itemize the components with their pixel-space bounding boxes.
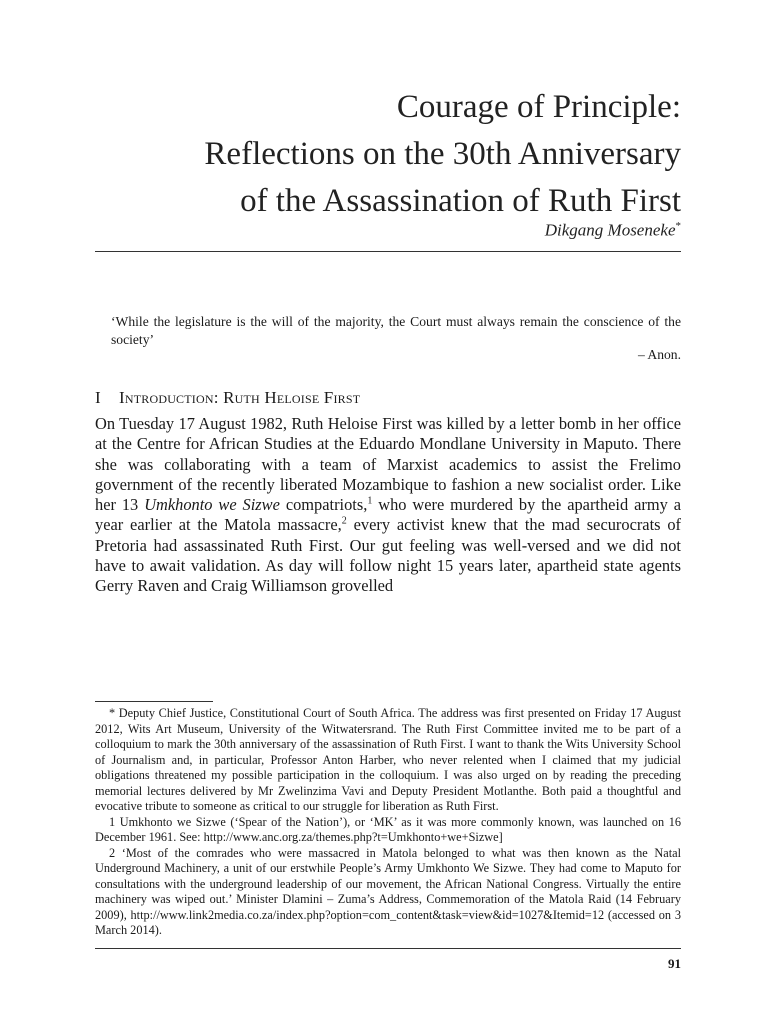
section-number: I <box>95 388 101 407</box>
footnote-ref-1[interactable]: 1 <box>367 495 373 507</box>
title-line-1: Courage of Principle: <box>396 89 681 125</box>
author-byline <box>545 220 681 241</box>
footnote-1: 1 Umkhonto we Sizwe (‘Spear of the Nation’), or ‘MK’ as it was more commonly known, was launched on 16 December 1961. See: http://www.anc.org.za/themes.php?t=Umkhonto+we+Sizwe] <box>95 814 681 844</box>
section-title: Introduction: Ruth Heloise First <box>119 388 361 407</box>
footnotes <box>95 706 681 939</box>
body-text-part-3: who were murdered by the apartheid army a year earlier at the Matola massacre, <box>95 495 681 535</box>
author-footnote-mark: * <box>675 220 681 232</box>
footnote-author: * Deputy Chief Justice, Constitutional Court of South Africa. The address was first presented on Friday 17 August 2012, Wits Art Museum, University of the Witwatersrand. The Ruth First Committee invited me to be part of a colloquium to mark the 30th anniversary of the assassination of Ruth First. I want to thank the Wits University School of Journalism and, in particular, Professor Anton Harber, who never relented when I claimed that my judicial obligations threatened my possible participation in the colloquium. I was also urged on by reading the preceding memorial lectures delivered by Mr Zwelinzima Vavi and Deputy President Motlanthe. Both paid a thoughtful and evocative tribute to someone as critical to our struggle for liberation as Ruth First. <box>95 706 681 813</box>
epigraph-quote: ‘While the legislature is the will of the majority, the Court must always remain the conscience of the society’ <box>111 314 681 347</box>
body-italic-term: Umkhonto we Sizwe <box>144 495 280 515</box>
page-number: 91 <box>668 956 681 971</box>
footnote-ref-2[interactable]: 2 <box>341 516 347 528</box>
title-divider <box>95 251 681 252</box>
title-line-3: of the Assassination of Ruth First <box>240 183 681 219</box>
body-text-part-1: On Tuesday 17 August 1982, Ruth Heloise First was killed by a letter bomb in her office at the Centre for African Studies at the Eduardo Mondlane University in Maputo. There she was collaborating with a team of Marxist academics to assist the Frelimo government of the recently liberated Mozambique to fashion a new socialist order. Like her 13 <box>95 414 681 515</box>
footer-divider <box>95 948 681 949</box>
document-page <box>95 0 681 1024</box>
title-line-2: Reflections on the 30th Anniversary <box>204 136 681 172</box>
body-text-part-4: every activist knew that the mad securocrats of Pretoria had assassinated Ruth First. Our gut feeling was well-versed and we did not have to await validation. As day will follow night 15 years later, apartheid state agents Gerry Raven and Craig Williamson grovelled <box>95 515 682 596</box>
article-title <box>95 84 681 225</box>
footnote-divider <box>95 701 213 702</box>
epigraph-attribution: – Anon. <box>637 347 681 362</box>
body-text-part-2: compatriots, <box>279 495 368 515</box>
body-paragraph <box>95 414 681 597</box>
footnote-2: 2 ‘Most of the comrades who were massacred in Matola belonged to what was then known as the Natal Underground Machinery, a unit of our erstwhile People’s Army Umkhonto We Sizwe. They had come to Maputo for consultations with the underground leadership of our movement, the African National Congress. Virtually the entire machinery was wiped out.’ Minister Dlamini – Zuma’s Address, Commemoration of the Matola Raid (14 February 2009), http://www.link2media.co.za/index.php?option=com_content&task=view&id=1027&Itemid=12 (accessed on 3 March 2014). <box>95 845 681 937</box>
section-heading <box>95 388 360 408</box>
author-name: Dikgang Moseneke <box>544 220 676 240</box>
